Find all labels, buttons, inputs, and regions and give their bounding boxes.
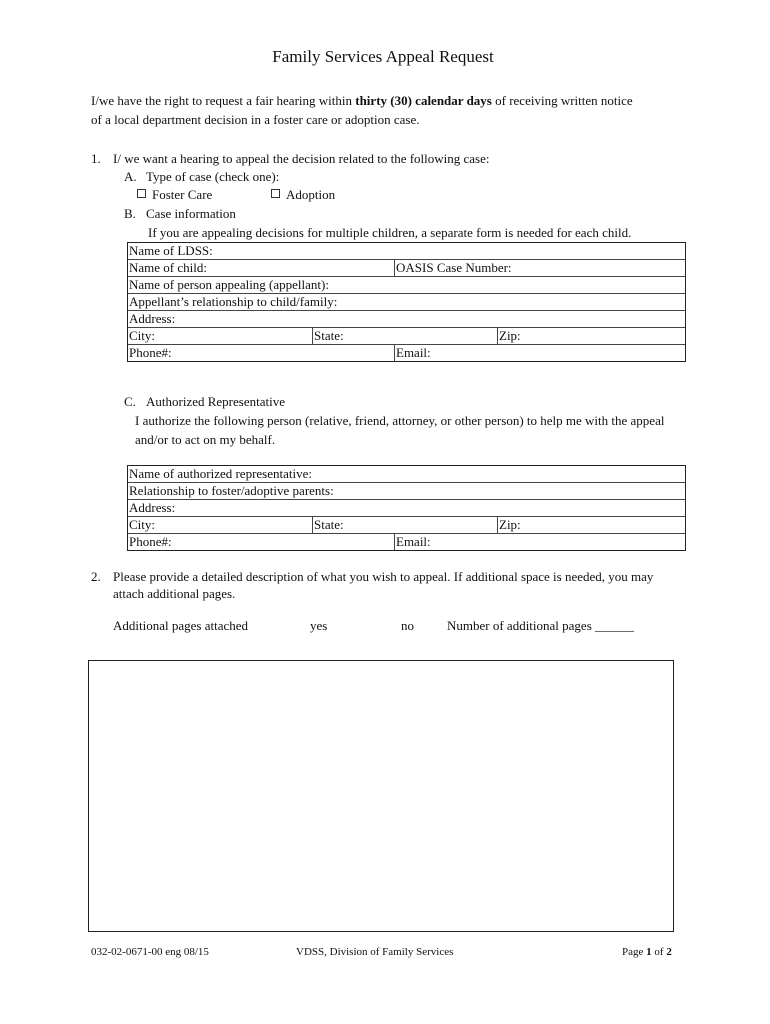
section-1c-label: C. [124,394,136,409]
additional-pages-label: Additional pages attached [113,618,249,633]
intro-text-post: of receiving written notice [491,93,633,108]
oasis-case-number-label: OASIS Case Number: [396,260,512,275]
yes-option[interactable]: yes [310,618,328,633]
intro-deadline: thirty (30) calendar days [355,93,492,108]
page-title: Family Services Appeal Request [272,47,494,66]
option-adoption[interactable] [271,185,335,204]
section-1a-text: Type of case (check one): [146,169,280,184]
child-name-label: Name of child: [129,260,207,275]
rep-email-label: Email: [396,534,431,549]
rep-phone-email-row[interactable] [128,533,685,550]
email-label: Email: [396,345,431,360]
column-divider [312,517,313,533]
section-2-line-1: Please provide a detailed description of what you wish to appeal. If additional space is needed, you may [113,569,654,584]
form-id: 032-02-0671-00 eng 08/15 [91,946,209,958]
column-divider [497,328,498,344]
city-label: City: [129,328,156,343]
rep-name-row[interactable] [128,466,685,482]
rep-city-label: City: [129,517,156,532]
option-foster-care[interactable] [137,185,212,204]
case-information-table [127,242,686,362]
address-label: Address: [129,311,176,326]
rep-zip-label: Zip: [499,517,521,532]
rep-address-row[interactable] [128,499,685,516]
appeal-description-box[interactable] [88,660,674,932]
state-label: State: [314,328,344,343]
rep-relationship-row[interactable] [128,482,685,499]
city-state-zip-row[interactable] [128,327,685,344]
page-prefix: Page [622,946,647,958]
current-page: 1 [646,946,652,958]
column-divider [312,328,313,344]
agency-name: VDSS, Division of Family Services [296,946,454,958]
section-1-number: 1. [91,151,101,166]
representative-table [127,465,686,551]
total-pages: 2 [666,946,672,958]
rep-name-label: Name of authorized representative: [129,466,312,481]
adoption-label: Adoption [286,187,336,202]
phone-email-row[interactable] [128,344,685,361]
authorize-line-1: I authorize the following person (relative, friend, attorney, or other person) to help me with the appeal [135,413,665,428]
appellant-relationship-label: Appellant’s relationship to child/family: [129,294,338,309]
intro-text-pre: I/we have the right to request a fair hearing within [91,93,356,108]
ldss-row[interactable] [128,243,685,259]
column-divider [394,260,395,276]
section-1b-text: Case information [146,206,236,221]
ldss-label: Name of LDSS: [129,243,213,258]
rep-city-state-zip-row[interactable] [128,516,685,533]
foster-care-checkbox[interactable] [137,189,146,198]
number-of-pages-field[interactable]: Number of additional pages ______ [447,618,635,633]
multiple-children-note: If you are appealing decisions for multiple children, a separate form is needed for each child. [148,225,632,240]
section-1b-label: B. [124,206,136,221]
child-row[interactable] [128,259,685,276]
no-option[interactable]: no [401,618,414,633]
relationship-row[interactable] [128,293,685,310]
section-1c-text: Authorized Representative [146,394,285,409]
intro-line-2: of a local department decision in a foster care or adoption case. [91,112,420,127]
rep-address-label: Address: [129,500,176,515]
zip-label: Zip: [499,328,521,343]
column-divider [394,345,395,361]
column-divider [394,534,395,550]
section-1a-label: A. [124,169,137,184]
intro-line-1 [91,91,633,110]
page-number [622,946,672,958]
foster-care-label: Foster Care [152,187,213,202]
section-1-text: I/ we want a hearing to appeal the decision related to the following case: [113,151,490,166]
column-divider [497,517,498,533]
section-2-line-2: attach additional pages. [113,586,236,601]
page-of: of [651,946,667,958]
rep-state-label: State: [314,517,344,532]
rep-phone-label: Phone#: [129,534,172,549]
phone-label: Phone#: [129,345,172,360]
section-2-number: 2. [91,569,101,584]
authorize-line-2: and/or to act on my behalf. [135,432,276,447]
rep-relationship-label: Relationship to foster/adoptive parents: [129,483,334,498]
adoption-checkbox[interactable] [271,189,280,198]
appellant-name-label: Name of person appealing (appellant): [129,277,329,292]
address-row[interactable] [128,310,685,327]
appellant-row[interactable] [128,276,685,293]
